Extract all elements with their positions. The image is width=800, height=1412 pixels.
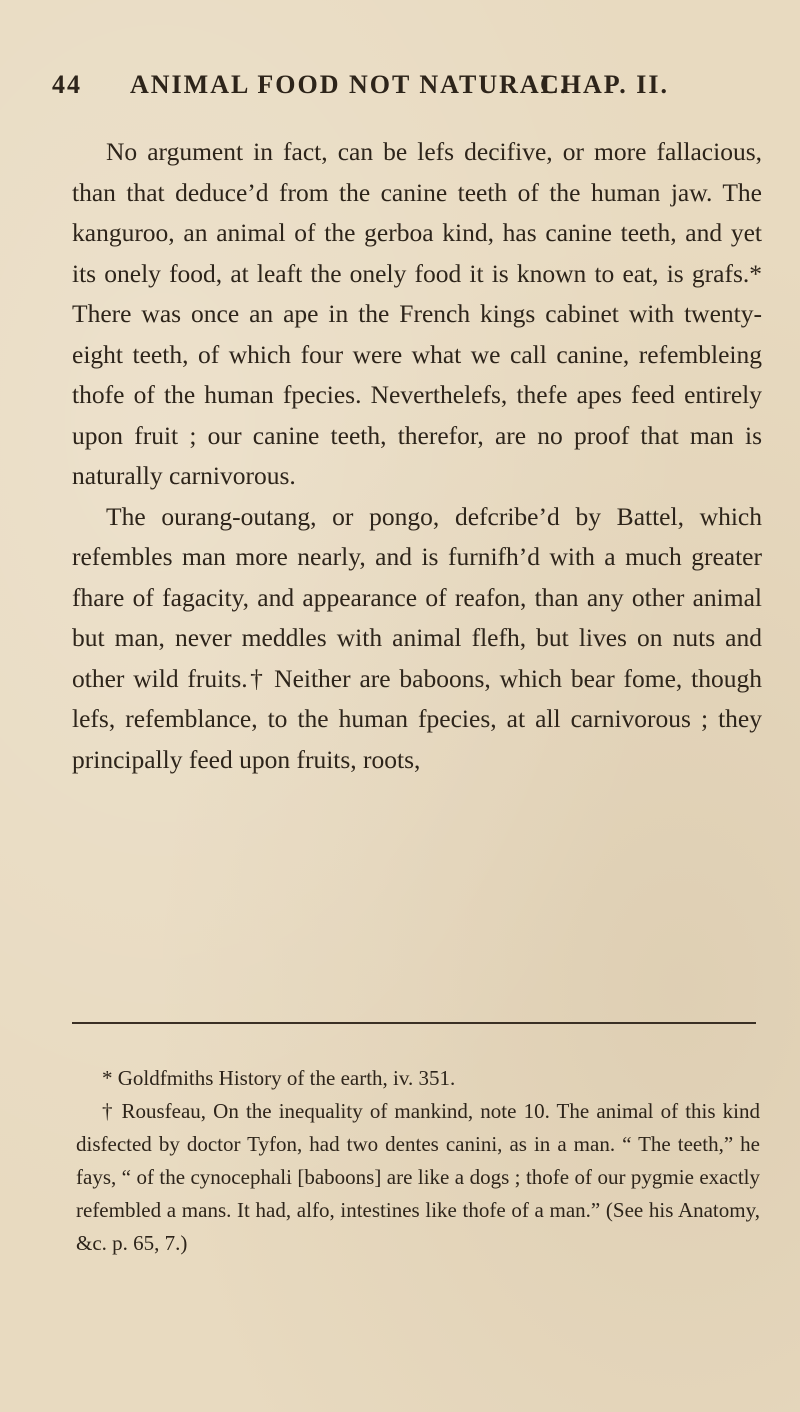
running-header [52, 70, 752, 110]
footnote: † Rousfeau, On the inequality of mankind, note 10. The animal of this kind disfected by doctor Tyfon, had two dentes canini, as in a man. “ The teeth,” he fays, “ of the cynocephali [baboons] are like a dogs ; thofe of our pygmie exactly refembled a mans. It had, alfo, intestines like thofe of a man.” (See his Anatomy, &c. p. 65, 7.) [76, 1099, 760, 1255]
main-text [72, 132, 762, 780]
paragraph: No argument in fact, can be lefs decifive, or more fallacious, than that deduce’d from the canine teeth of the human jaw. The kanguroo, an animal of the gerboa kind, has canine teeth, and yet its onely food, at leaft the onely food it is known to eat, is grafs.* There was once an ape in the French kings cabinet with twenty-eight teeth, of which four were what we call canine, refembleing thofe of the human fpecies. Neverthelefs, thefe apes feed entirely upon fruit ; our canine teeth, therefor, are no proof that man is naturally carnivorous. [72, 137, 762, 490]
page-number: 44 [52, 70, 82, 99]
chapter-label: CHAP. II. [540, 70, 670, 99]
running-title: ANIMAL FOOD NOT NATURAL. [130, 70, 569, 99]
paragraph: The ourang-outang, or pongo, defcribe’d by Battel, which refembles man more nearly, and is furnifh’d with a much greater fhare of fagacity, and appearance of reafon, than any other animal but man, never meddles with animal flefh, but lives on nuts and other wild fruits.† Neither are baboons, which bear fome, though lefs, refemblance, to the human fpecies, at all carnivorous ; they principally feed upon fruits, roots, [72, 501, 762, 774]
footnote-divider [72, 1022, 756, 1024]
footnotes [76, 1062, 760, 1260]
footnote: * Goldfmiths History of the earth, iv. 351. [102, 1066, 456, 1090]
